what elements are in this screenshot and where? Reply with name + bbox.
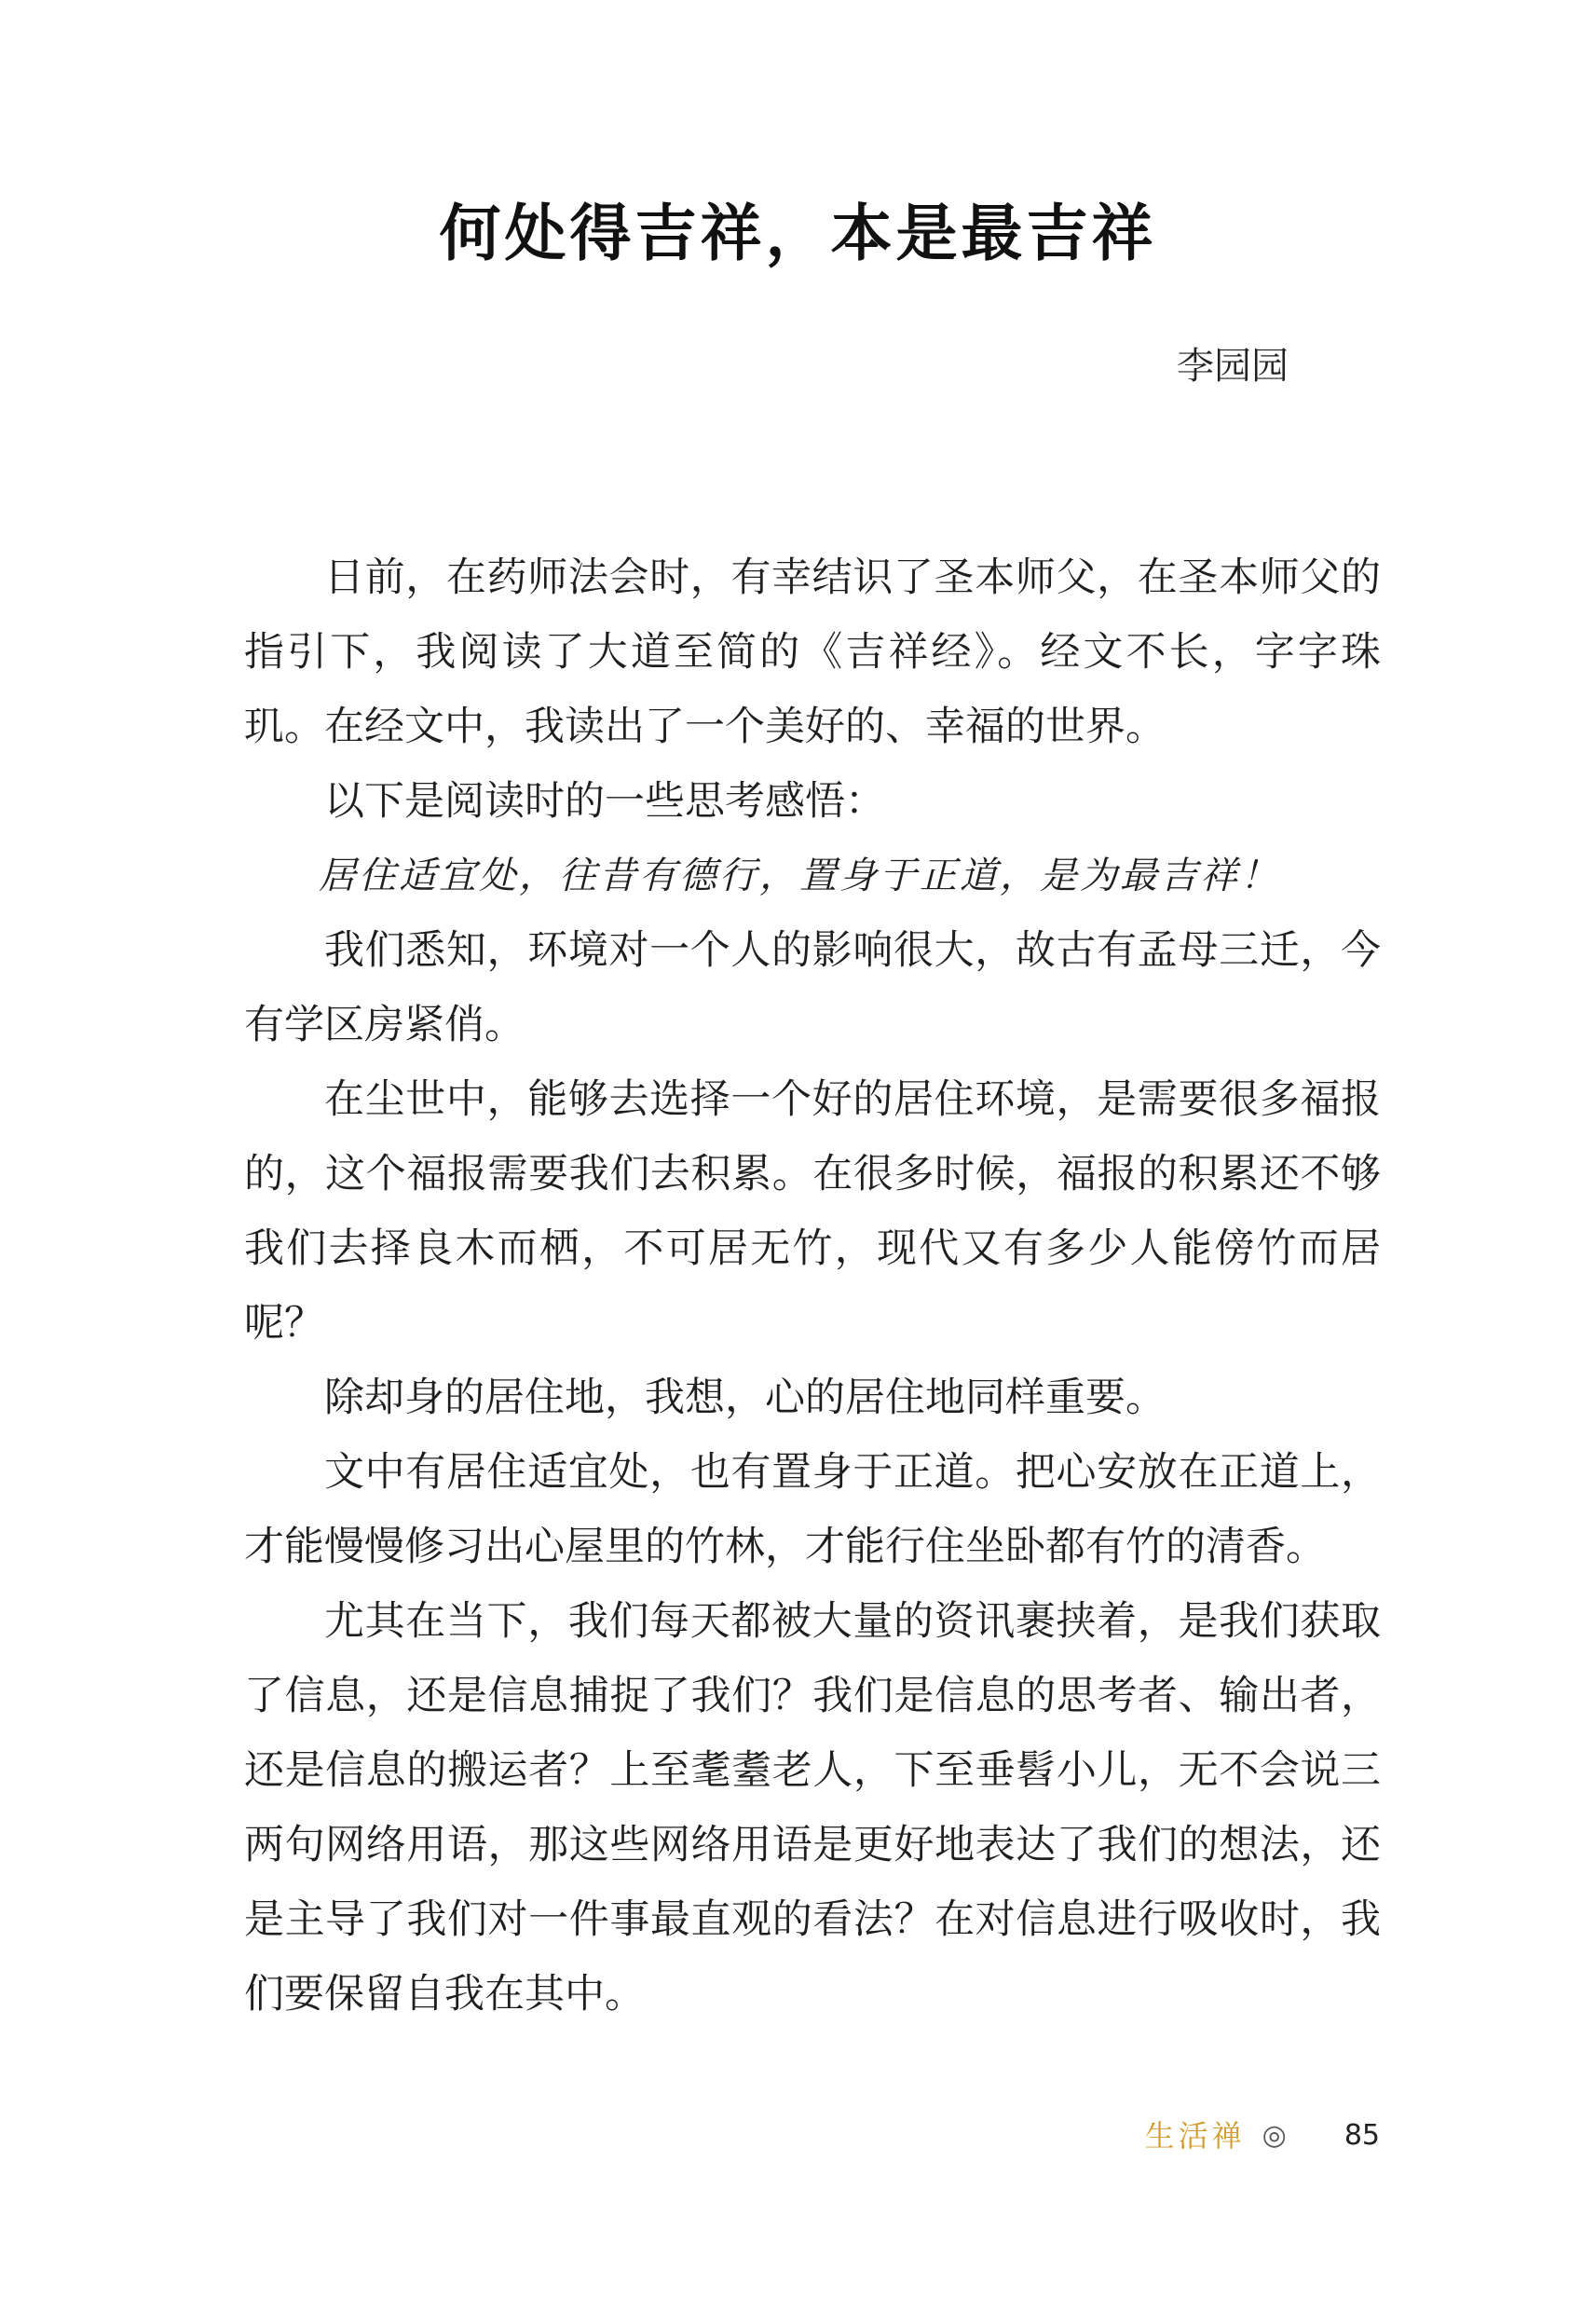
circle-mark-icon: ◎ xyxy=(1262,2119,1287,2152)
section-name: 生活禅 xyxy=(1144,2118,1246,2154)
paragraph: 文中有居住适宜处，也有置身于正道。把心安放在正道上，才能慢慢修习出心屋里的竹林，才能行住坐卧都有竹的清香。 xyxy=(244,1449,1381,1570)
page-number: 85 xyxy=(1344,2119,1380,2152)
author-name: 李园园 xyxy=(1177,345,1289,388)
page-footer xyxy=(1145,2115,1380,2156)
article-body xyxy=(244,540,1381,2032)
article-title: 何处得吉祥，本是最吉祥 xyxy=(439,197,1157,269)
paragraph: 日前，在药师法会时，有幸结识了圣本师父，在圣本师父的指引下，我阅读了大道至简的《吉祥经》。经文不长，字字珠玑。在经文中，我读出了一个美好的、幸福的世界。 xyxy=(244,554,1381,750)
paragraph: 尤其在当下，我们每天都被大量的资讯裹挟着，是我们获取了信息，还是信息捕捉了我们？我们是信息的思考者、输出者，还是信息的搬运者？上至耄耋老人，下至垂髫小儿，无不会说三两句网络用语，那这些网络用语是更好地表达了我们的想法，还是主导了我们对一件事最直观的看法？在对信息进行吸收时，我们要保留自我在其中。 xyxy=(244,1598,1381,2018)
paragraph: 在尘世中，能够去选择一个好的居住环境，是需要很多福报的，这个福报需要我们去积累。在很多时候，福报的积累还不够我们去择良木而栖，不可居无竹，现代又有多少人能傍竹而居呢？ xyxy=(244,1076,1381,1347)
paragraph: 除却身的居住地，我想，心的居住地同样重要。 xyxy=(324,1375,1166,1421)
paragraph: 以下是阅读时的一些思考感悟： xyxy=(324,778,885,825)
paragraph: 我们悉知，环境对一个人的影响很大，故古有孟母三迁，今有学区房紧俏。 xyxy=(244,927,1381,1048)
scripture-quote: 居住适宜处，往昔有德行，置身于正道，是为最吉祥！ xyxy=(319,855,1280,897)
